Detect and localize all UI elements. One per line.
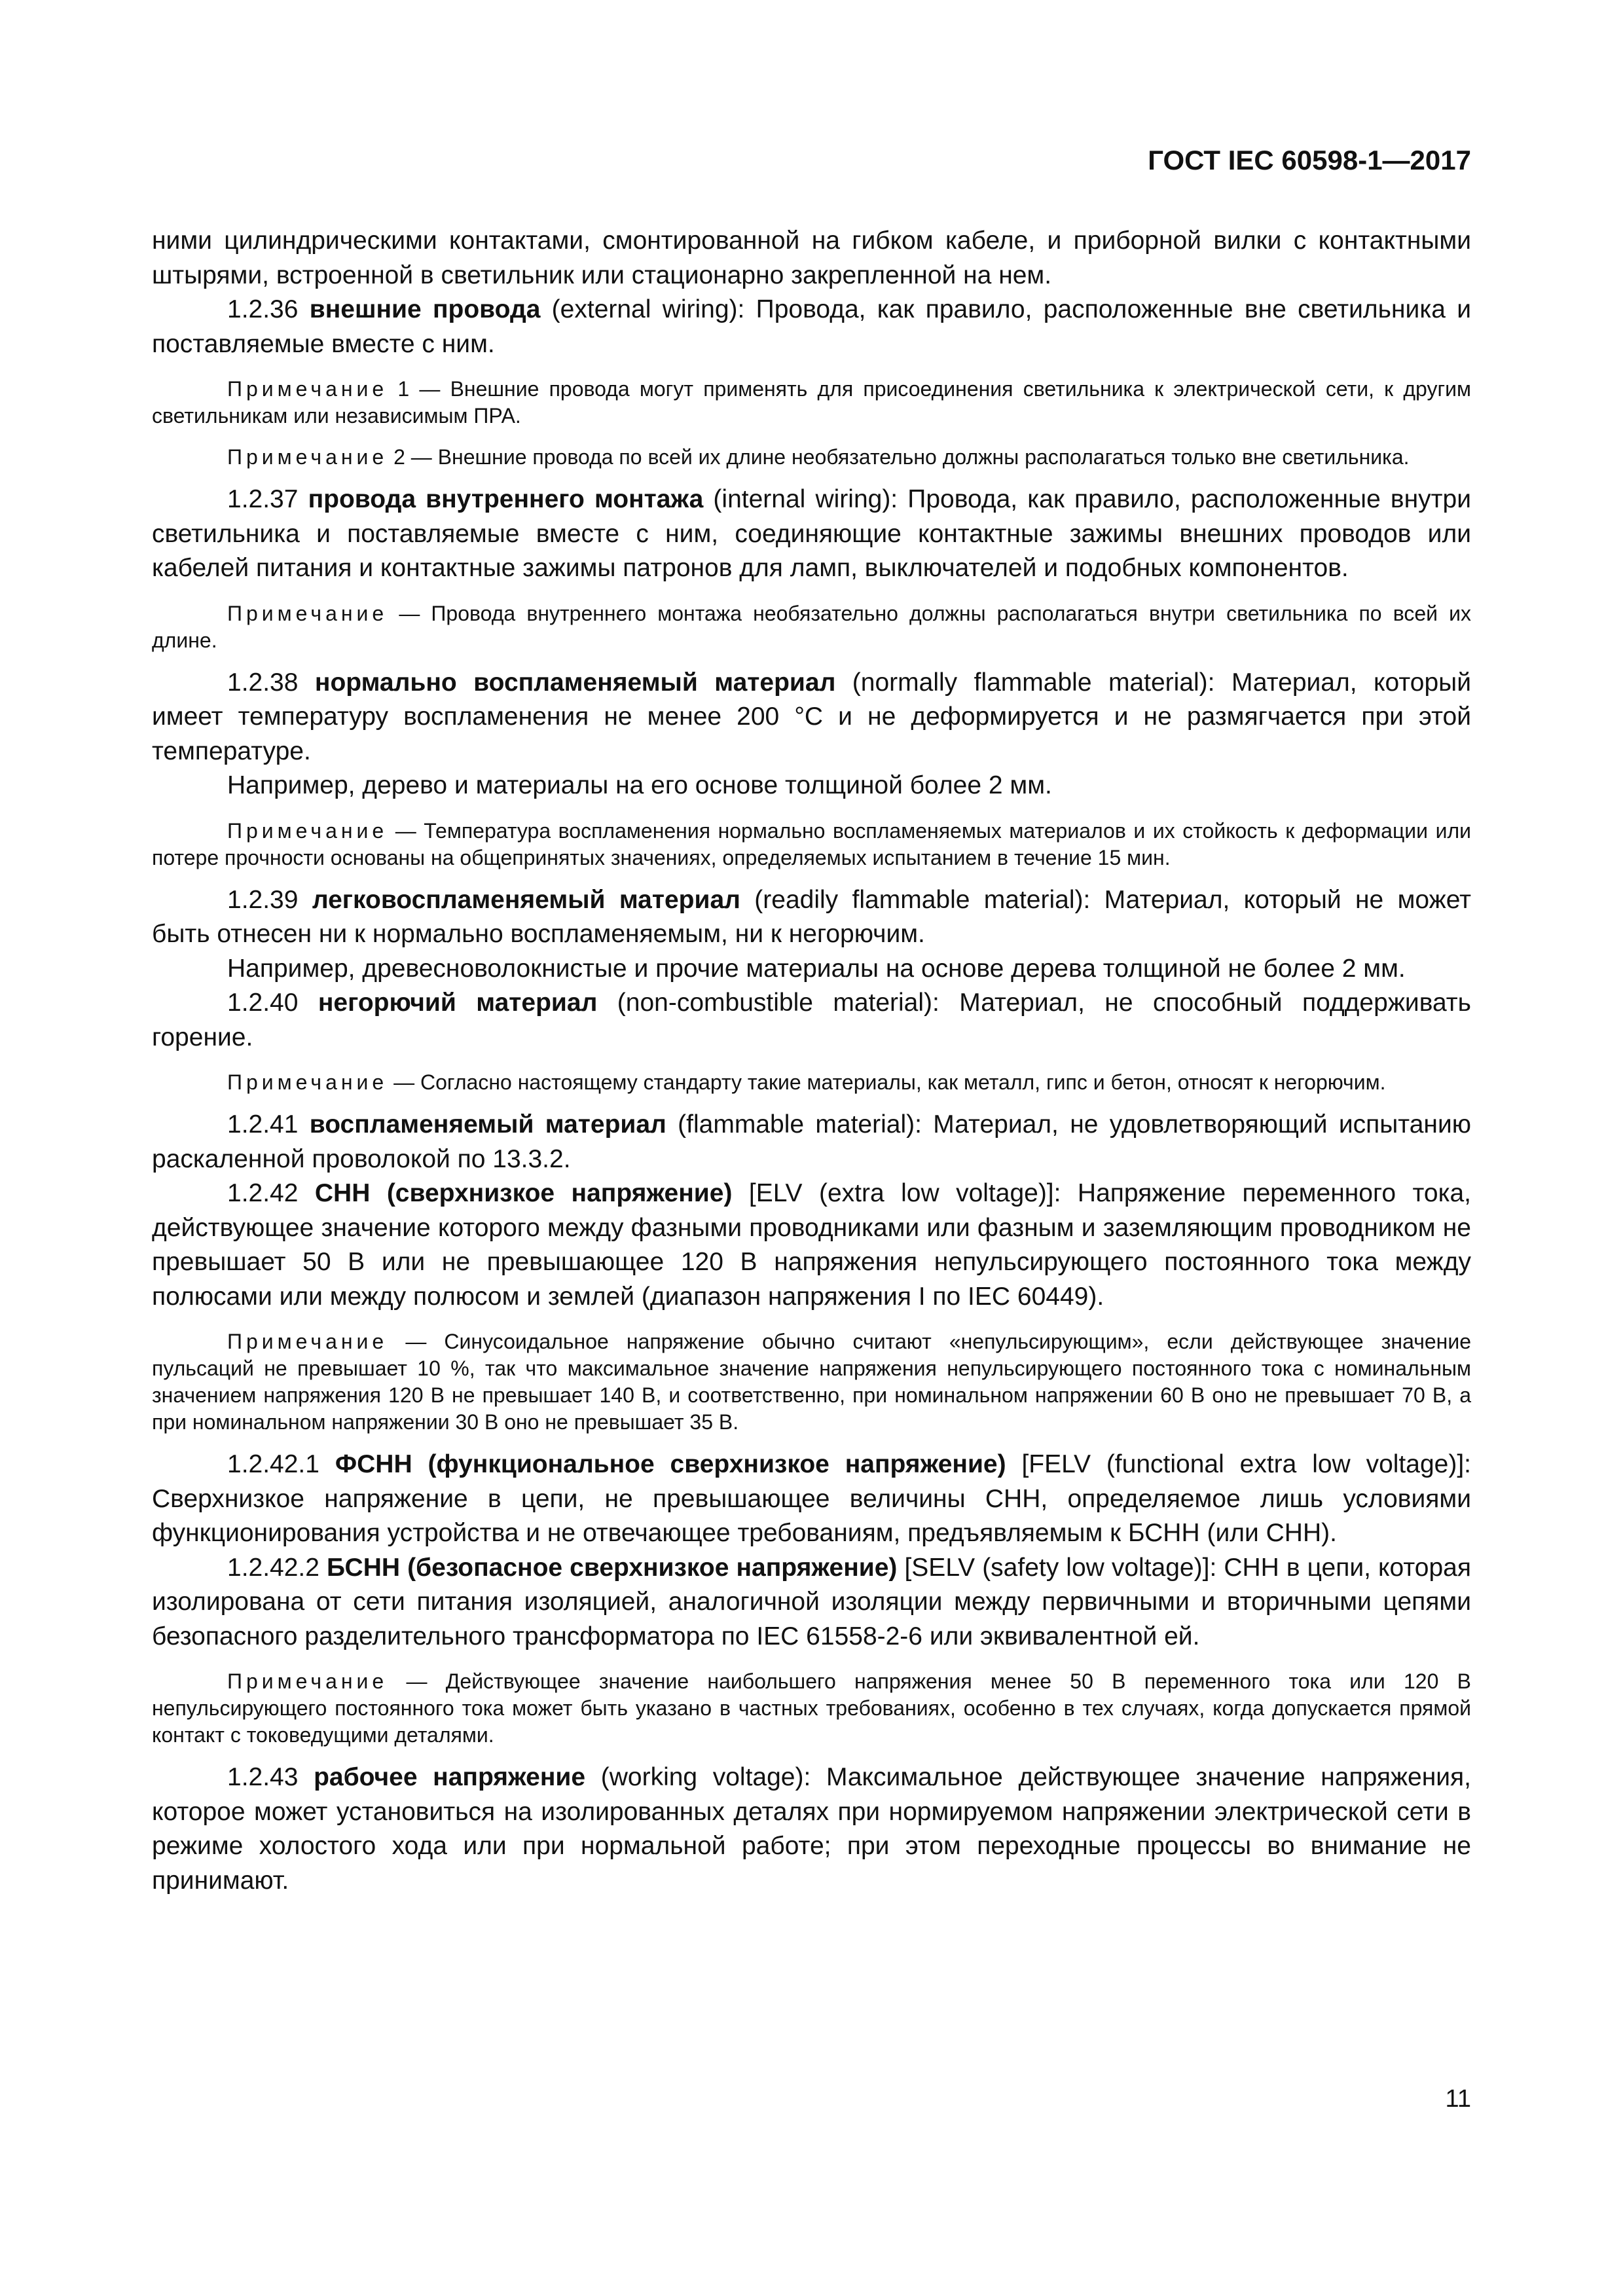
clause-definition: (readily flammable material): Материал, который не может быть отнесен ни к нормально воспламеняемым, ни к негорючим. (152, 885, 1472, 948)
note-text: — Синусоидальное напряжение обычно считают «непульсирующим», если действующее значение пульсаций не превышает 10 %, так что максимальное значение напряжения непульсирующего постоянного тока с номинальным значением напряжения 120 В не превышает 140 В, и соответственно, при номинальном напряжении 60 В оно не превышает 70 В, а при номинальном напряжении 30 В оно не превышает 35 В. (152, 1330, 1471, 1434)
note-label: Примечание (227, 601, 388, 625)
definition-clause (152, 1448, 1471, 1551)
note-text: — Действующее значение наибольшего напряжения менее 50 В переменного тока или 120 В непульсирующего постоянного тока может быть указано в частных требованиях, особенно в тех случаях, когда допускается прямой контакт с токоведущими деталями. (152, 1669, 1471, 1747)
definition-clause (152, 293, 1471, 361)
note-label: Примечание (227, 377, 388, 401)
clause-definition: (external wiring): Провода, как правило, расположенные вне светильника и поставляемые вместе с ним. (152, 295, 1471, 358)
note (152, 376, 1471, 429)
note-label: Примечание (227, 445, 388, 469)
paragraph: Например, древесноволокнистые и прочие материалы на основе дерева толщиной не более 2 мм. (227, 954, 1406, 983)
note (152, 1328, 1471, 1436)
note-text: — Температура воспламенения нормально воспламеняемых материалов и их стойкость к деформации или потере прочности основаны на общепринятых значениях, определяемых испытанием в течение 15 мин. (152, 818, 1471, 869)
paragraph: ними цилиндрическими контактами, смонтированной на гибком кабеле, и приборной вилки с контактными штырями, встроенной в светильник или стационарно закрепленной на нем. (152, 227, 1471, 289)
standard-header: ГОСТ IEC 60598-1—2017 (1148, 145, 1471, 175)
definition-clause (152, 483, 1471, 586)
clause-definition: (working voltage): Максимальное действующее значение напряжения, которое может установиться на изолированных деталях при нормируемом напряжении электрической сети в режиме холостого хода или при нормальной работе; при этом переходные процессы во внимание не принимают. (152, 1763, 1472, 1895)
note-text: 2 — Внешние провода по всей их длине необязательно должны располагаться только вне светильника. (388, 445, 1410, 469)
clause-term: БСНН (безопасное сверхнизкое напряжение) (327, 1553, 898, 1582)
clause-term: провода внутреннего монтажа (308, 485, 704, 513)
note-label: Примечание (227, 1330, 388, 1353)
note-label: Примечание (227, 1669, 388, 1693)
definition-clause (152, 986, 1471, 1055)
clause-definition: (normally flammable material): Материал, который имеет температуру воспламенения не менее 200 °С и не деформируется и не размягчается при этой температуре. (152, 668, 1471, 765)
clause-definition: [SELV (safety low voltage)]: СНН в цепи, которая изолирована от сети питания изоляцией, аналогичной изоляции между первичными и вторичными цепями безопасного разделительного трансформатора по IEC 61558-2-6 или эквивалентной ей. (152, 1553, 1471, 1650)
note (152, 1069, 1471, 1096)
clause-term: легковоспламеняемый материал (312, 885, 740, 914)
clause-term: нормально воспламеняемый материал (314, 668, 836, 697)
clause-term: негорючий материал (318, 989, 598, 1017)
clause-number: 1.2.42.1 (227, 1450, 319, 1478)
clause-number: 1.2.43 (227, 1763, 299, 1791)
clause-definition: [ELV (extra low voltage)]: Напряжение переменного тока, действующее значение которого между фазными проводниками или фазным и заземляющим проводником не превышает 50 В или не превышающее 120 В напряжения непульсирующего постоянного тока между полюсами или между полюсом и землей (диапазон напряжения I по IEC 60449). (152, 1179, 1472, 1311)
note-label: Примечание (227, 818, 388, 843)
note-text: — Согласно настоящему стандарту такие материалы, как металл, гипс и бетон, относят к негорючим. (388, 1070, 1386, 1094)
definition-clause (152, 666, 1471, 769)
clause-number: 1.2.42.2 (227, 1553, 319, 1582)
paragraph: Например, дерево и материалы на его основе толщиной более 2 мм. (227, 771, 1052, 799)
clause-term: внешние провода (309, 295, 541, 323)
clause-definition: (internal wiring): Провода, как правило, расположенные внутри светильника и поставляемые вместе с ним, соединяющие контактные зажимы внешних проводов или кабелей питания и контактные зажимы патронов для ламп, выключателей и подобных компонентов. (152, 485, 1472, 582)
clause-definition: [FELV (functional extra low voltage)]: Сверхнизкое напряжение в цепи, не превышающее величины СНН, определяемое лишь условиями функционирования устройства и не отвечающее требованиям, предъявляемым к БСНН (или СНН). (152, 1450, 1471, 1547)
definition-clause (152, 1108, 1471, 1176)
clause-number: 1.2.37 (227, 485, 299, 513)
note (152, 444, 1471, 471)
note-text: 1 — Внешние провода могут применять для присоединения светильника к электрической сети, к другим светильникам или независимым ПРА. (152, 377, 1471, 428)
clause-term: ФСНН (функциональное сверхнизкое напряжение) (335, 1450, 1006, 1478)
note-text: — Провода внутреннего монтажа необязательно должны располагаться внутри светильника по всей их длине. (152, 601, 1471, 652)
clause-term: рабочее напряжение (314, 1763, 586, 1791)
clause-number: 1.2.39 (227, 885, 299, 914)
definition-clause (152, 1551, 1471, 1654)
clause-definition: (non-combustible material): Материал, не способный поддерживать горение. (152, 989, 1471, 1051)
clause-term: воспламеняемый материал (309, 1110, 666, 1139)
definition-clause (152, 1176, 1471, 1314)
clause-number: 1.2.40 (227, 989, 299, 1017)
clause-number: 1.2.36 (227, 295, 299, 323)
definition-clause (152, 883, 1471, 952)
definition-clause (152, 1760, 1471, 1898)
note (152, 600, 1471, 654)
page-content (152, 224, 1471, 1898)
clause-definition: (flammable material): Материал, не удовлетворяющий испытанию раскаленной проволокой по 13.3.2. (152, 1110, 1471, 1173)
clause-number: 1.2.42 (227, 1179, 299, 1207)
clause-number: 1.2.41 (227, 1110, 299, 1139)
clause-number: 1.2.38 (227, 668, 299, 697)
page-number: 11 (1445, 2085, 1471, 2113)
note-label: Примечание (227, 1070, 388, 1094)
clause-term: СНН (сверхнизкое напряжение) (314, 1179, 733, 1207)
note (152, 1668, 1471, 1749)
note (152, 818, 1471, 871)
